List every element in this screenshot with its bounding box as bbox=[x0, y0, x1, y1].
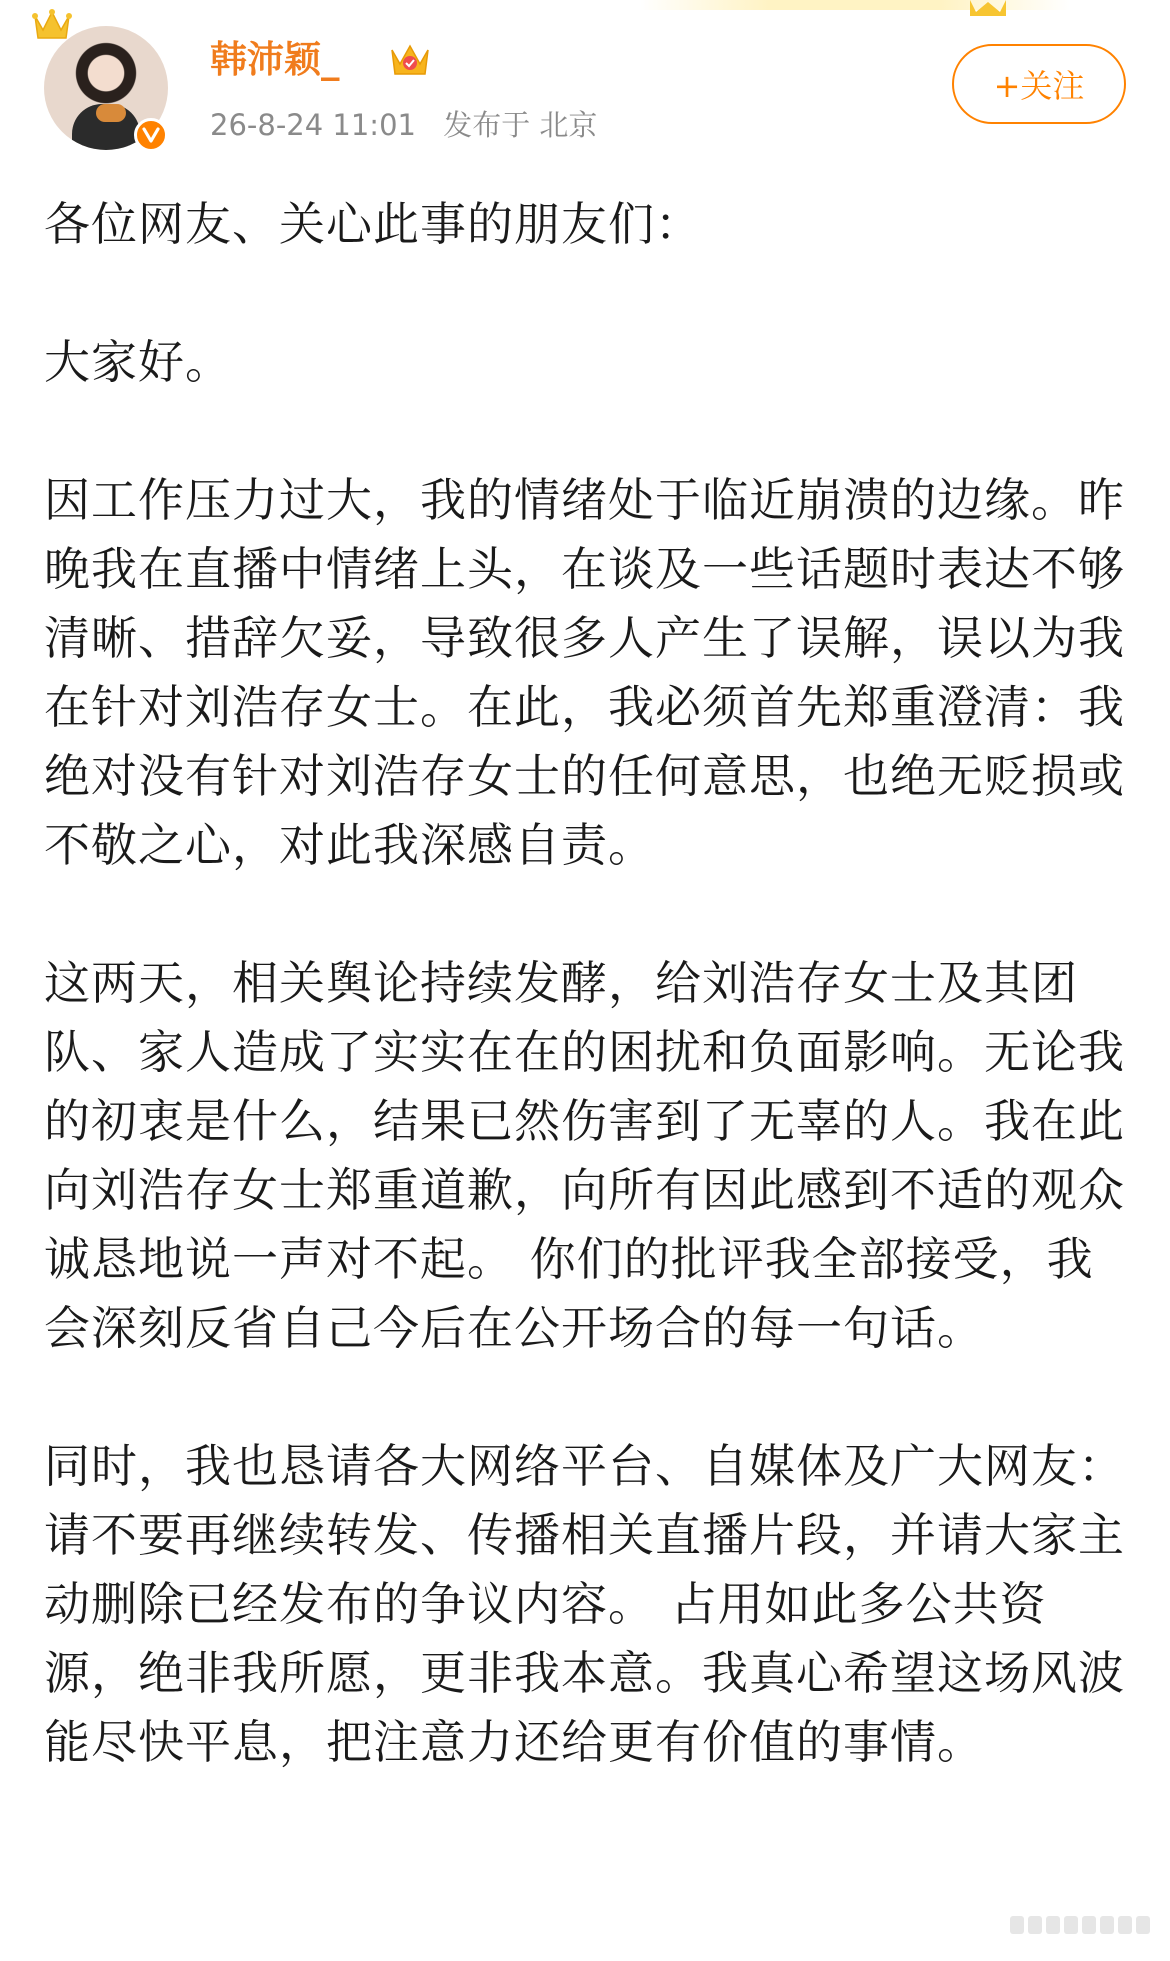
verified-v-icon bbox=[142, 126, 160, 144]
avatar-container[interactable] bbox=[38, 6, 178, 156]
post-paragraph: 同时，我也恳请各大网络平台、自媒体及广大网友：请不要再继续转发、传播相关直播片段，并请大家主动删除已经发布的争议内容。 占用如此多公共资源，绝非我所愿，更非我本意。我真心希望这场风波能尽快平息，把注意力还给更有价值的事情。 bbox=[44, 1439, 1125, 1769]
username[interactable]: 韩沛颖_ bbox=[210, 38, 340, 81]
verified-badge bbox=[134, 118, 168, 152]
crown-icon bbox=[32, 6, 72, 42]
post-paragraph: 各位网友、关心此事的朋友们： bbox=[44, 197, 702, 251]
watermark bbox=[1010, 1916, 1170, 1936]
follow-button[interactable]: +关注 bbox=[952, 44, 1126, 124]
vip-crown-icon bbox=[388, 38, 432, 80]
post-header bbox=[0, 0, 1170, 170]
post-timestamp: 26-8-24 11:01 bbox=[210, 108, 416, 142]
post-paragraph: 因工作压力过大，我的情绪处于临近崩溃的边缘。昨晚我在直播中情绪上头，在谈及一些话题时表达不够清晰、措辞欠妥，导致很多人产生了误解，误以为我在针对刘浩存女士。在此，我必须首先郑重澄清：我绝对没有针对刘浩存女士的任何意思，也绝无贬损或不敬之心，对此我深感自责。 bbox=[44, 473, 1125, 872]
post-meta bbox=[210, 108, 597, 142]
avatar-plate bbox=[96, 104, 126, 122]
post-paragraph: 这两天，相关舆论持续发酵，给刘浩存女士及其团队、家人造成了实实在在的困扰和负面影响。无论我的初衷是什么，结果已然伤害到了无辜的人。我在此向刘浩存女士郑重道歉，向所有因此感到不适的观众诚恳地说一声对不起。 你们的批评我全部接受，我会深刻反省自己今后在公开场合的每一句话。 bbox=[44, 956, 1125, 1355]
post-paragraph: 大家好。 bbox=[44, 335, 232, 389]
post-content bbox=[44, 190, 1126, 1777]
post-location: 发布于 北京 bbox=[443, 108, 598, 142]
crown-icon bbox=[966, 0, 1010, 18]
